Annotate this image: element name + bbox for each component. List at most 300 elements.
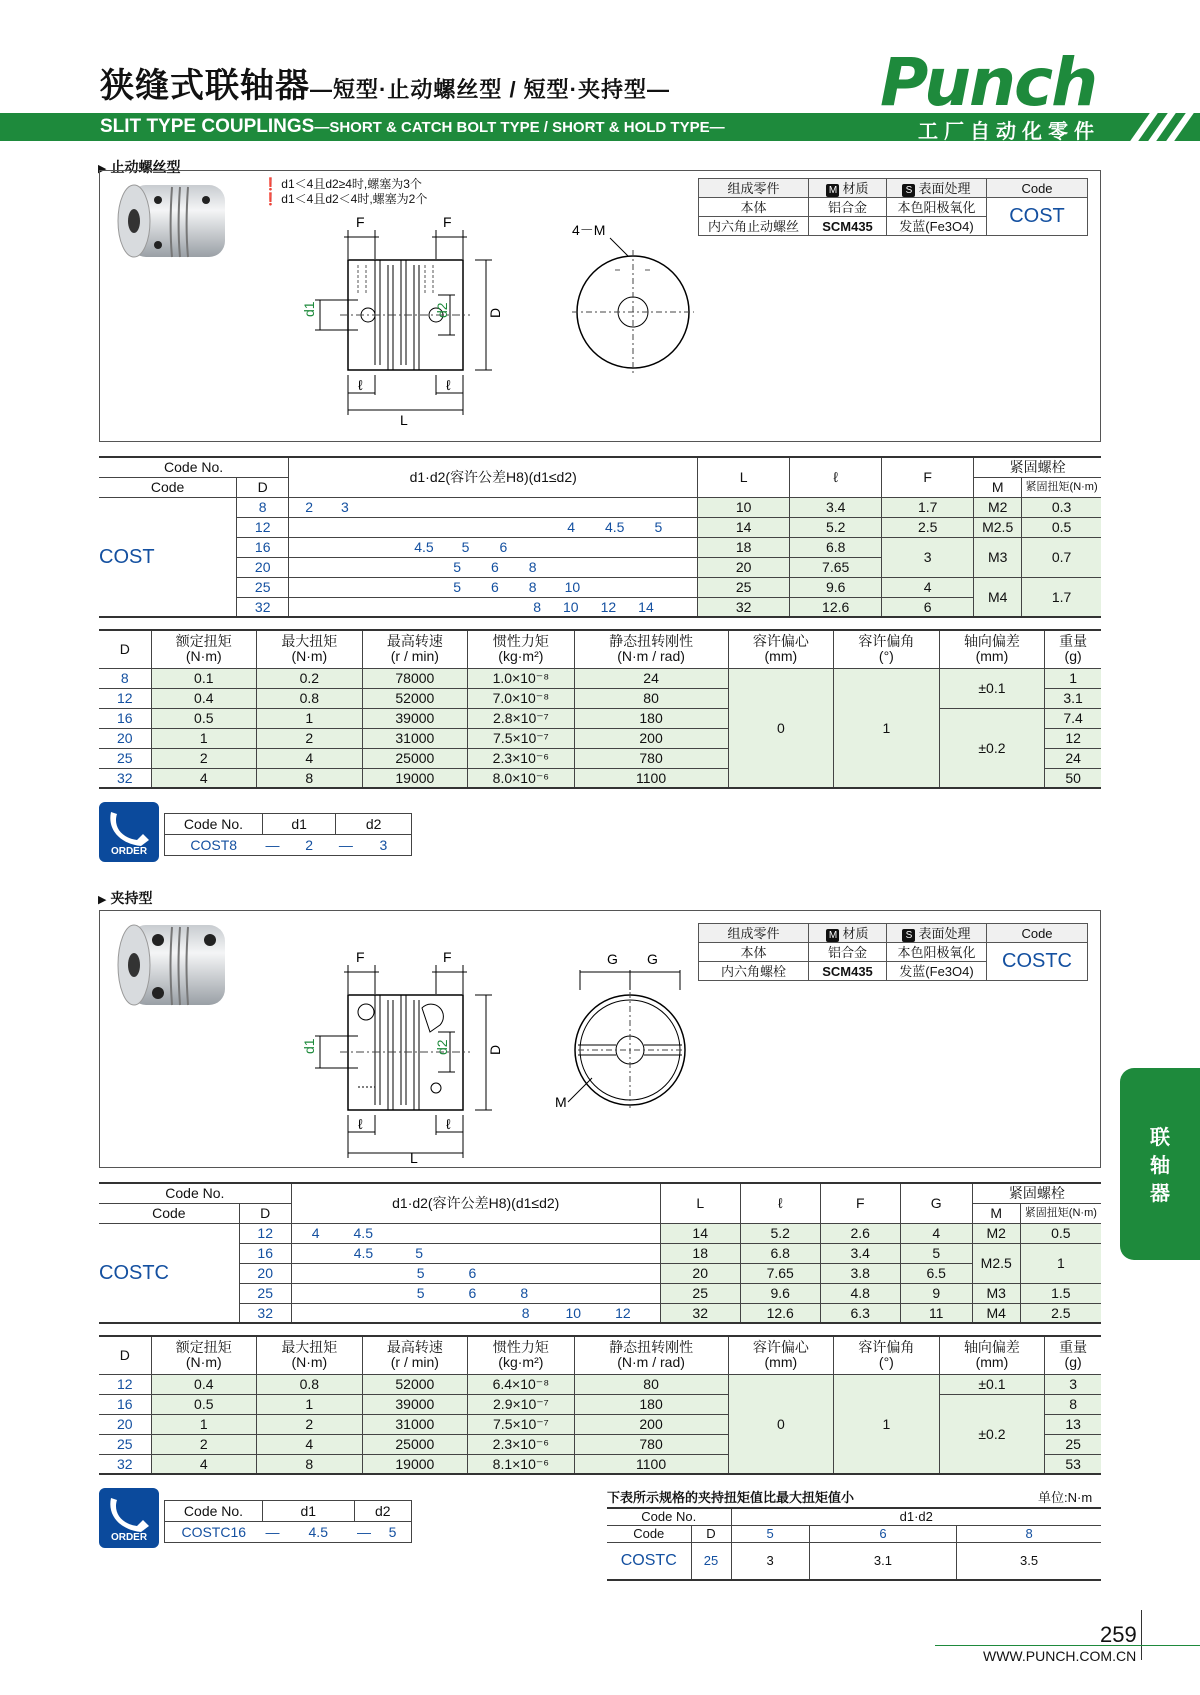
spec-d1d2: 4.5 5 6 [289,537,698,557]
perf-stiffness: 780 [574,748,728,768]
perf-stiffness: 200 [574,728,728,748]
perf-speed: 52000 [362,688,468,708]
section-title-catch-bolt: ▶ 止动螺丝型 [98,157,180,177]
perf-speed: 78000 [362,668,468,688]
label-l1: ℓ [358,1116,363,1132]
side-tab-char: 器 [1150,1183,1170,1205]
order-icon [99,802,159,862]
perf-inertia: 8.1×10⁻⁶ [468,1454,574,1474]
spec-l: 5.2 [740,1223,820,1243]
perf-stiffness: 80 [574,688,728,708]
spec-d1d2: 4 4.5 5 [289,517,698,537]
spec-F: 4 [882,577,974,597]
perf-weight: 13 [1045,1414,1101,1434]
perf-stiffness: 780 [574,1434,728,1454]
perf-rated: 4 [151,1454,257,1474]
label-d: D [487,307,503,318]
spec-header-M: M [974,477,1022,497]
mat-header-material: M 材质 [809,924,887,943]
label-f2: F [443,215,452,230]
spec-M: M4 [972,1303,1020,1323]
perf-header: 最大扭矩 (N·m) [257,630,363,668]
spec-l: 6.8 [740,1243,820,1263]
perf-max: 0.2 [257,668,363,688]
label-m: M [555,1094,567,1110]
hold-header-code: Code [607,1525,691,1542]
label-d1: d1 [301,301,317,317]
perf-max: 8 [257,1454,363,1474]
order-sep: — [354,1522,374,1543]
label-l2: ℓ [446,377,451,393]
perf-stiffness: 200 [574,1414,728,1434]
material-badge-icon: M [826,929,839,942]
perf-d: 8 [99,668,151,688]
section-title-hold: ▶ 夹持型 [98,888,152,908]
order-header: d2 [354,1501,411,1522]
spec-header-D: D [239,1203,291,1223]
mat-part: 内六角螺栓 [699,962,809,981]
perf-d: 12 [99,688,151,708]
mat-material: 铝合金 [809,943,887,962]
perf-header: 重量 (g) [1045,630,1101,668]
spec-header-F: F [882,457,974,497]
label-f1: F [356,950,365,965]
brand-logo: Punch [880,44,1097,121]
spec-M: M2.5 [972,1243,1020,1283]
hold-col: 8 [957,1525,1101,1542]
note-1: d1＜4且d2≥4时,螺塞为3个 [281,177,422,191]
perf-d: 20 [99,728,151,748]
perf-rated: 0.5 [151,1394,257,1414]
spec-F: 4.8 [820,1283,900,1303]
perf-header: 静态扭转刚性 (N·m / rad) [574,1336,728,1374]
mat-surface: 本色阳极氧化 [887,198,987,217]
label-L: L [400,412,408,425]
order-code: COSTC16 [165,1522,263,1543]
perf-weight: 1 [1045,668,1101,688]
spec-l: 3.4 [790,497,882,517]
spec-d: 16 [239,1243,291,1263]
spec-d1d2: 8 10 12 [291,1303,660,1323]
hold-val: 3.1 [809,1542,957,1580]
order-code: COST8 [165,835,263,856]
order-example-costc [164,1500,412,1543]
spec-d1d2: 5 6 [291,1263,660,1283]
order-d2: 3 [356,835,412,856]
spec-header-l: ℓ [790,457,882,497]
spec-d: 20 [239,1263,291,1283]
end-view-drawing-hold [550,950,700,1115]
spec-header-L: L [698,457,790,497]
spec-d: 16 [237,537,289,557]
perf-d: 32 [116,769,133,786]
perf-inertia: 6.4×10⁻⁸ [468,1374,574,1394]
spec-L: 10 [698,497,790,517]
spec-L: 20 [660,1263,740,1283]
mat-surface: 发蓝(Fe3O4) [887,217,987,236]
mat-material: SCM435 [809,217,887,236]
materials-table-costc [698,923,1088,981]
spec-L: 14 [698,517,790,537]
perf-rated: 4 [151,768,257,788]
perf-header: D [99,1336,151,1374]
spec-F: 2.5 [882,517,974,537]
perf-speed: 19000 [362,1454,468,1474]
perf-rated: 0.1 [151,668,257,688]
spec-d: 12 [239,1223,291,1243]
spec-G: 4 [900,1223,972,1243]
perf-ecc: 0 [728,668,834,788]
perf-rated: 1 [151,728,257,748]
side-tab-char: 轴 [1150,1155,1170,1177]
spec-d1d2: 8 10 12 14 [289,597,698,617]
perf-header: 轴向偏差 (mm) [939,1336,1045,1374]
mat-header-surface: S 表面处理 [887,924,987,943]
perf-stiffness: 180 [574,1394,728,1414]
spec-l: 9.6 [740,1283,820,1303]
order-icon [99,1488,159,1548]
perf-speed: 31000 [362,728,468,748]
perf-header: 容许偏角 (°) [834,1336,940,1374]
spec-header-code: Code [99,1203,239,1223]
perf-header: 容许偏心 (mm) [728,1336,834,1374]
spec-d: 25 [239,1283,291,1303]
spec-F: 3.4 [820,1243,900,1263]
spec-M: M3 [974,537,1022,577]
hold-col: 6 [809,1525,957,1542]
perf-weight: 3.1 [1045,688,1101,708]
spec-d: 20 [237,557,289,577]
order-header: d2 [336,814,412,835]
perf-axial: ±0.2 [939,1394,1045,1474]
mat-code: COST [987,198,1088,236]
spec-d: 32 [239,1303,291,1323]
perf-max: 2 [257,728,363,748]
spec-header-code: Code [99,477,237,497]
spec-M: M4 [974,577,1022,617]
spec-T: 0.7 [1022,537,1101,577]
notes: ❗ d1＜4且d2≥4时,螺塞为3个 ❗ d1＜4且d2＜4时,螺塞为2个 [263,177,428,206]
performance-table-costc [99,1335,1101,1475]
brand-tagline: 工厂自动化零件 [918,121,1100,143]
perf-inertia: 7.0×10⁻⁸ [468,688,574,708]
spec-header-torque: 紧固扭矩(N·m) [1022,477,1101,497]
perf-speed: 31000 [362,1414,468,1434]
spec-T: 2.5 [1020,1303,1101,1323]
spec-G: 6.5 [900,1263,972,1283]
order-header: Code No. [165,1501,263,1522]
page-number: 259 [1100,1622,1137,1647]
spec-header-L: L [660,1183,740,1223]
perf-stiffness: 180 [574,708,728,728]
spec-L: 20 [698,557,790,577]
perf-header: 最大扭矩 (N·m) [257,1336,363,1374]
order-header: d1 [263,814,336,835]
spec-F: 6.3 [820,1303,900,1323]
hold-header-d1d2: d1·d2 [731,1508,1101,1525]
spec-T: 1.7 [1022,577,1101,617]
label-f1: F [356,215,365,230]
spec-d1d2: 5 6 8 [291,1283,660,1303]
spec-G: 11 [900,1303,972,1323]
spec-d1d2: 5 6 8 10 [289,577,698,597]
spec-header-bolt: 紧固螺栓 [972,1183,1101,1203]
spec-d: 32 [237,597,289,617]
hold-code: COSTC [620,1551,677,1569]
label-4m: 4－M [572,222,606,238]
mat-surface: 本色阳极氧化 [887,943,987,962]
spec-M: M3 [972,1283,1020,1303]
mat-part: 本体 [699,198,809,217]
perf-weight: 8 [1045,1394,1101,1414]
spec-G: 5 [900,1243,972,1263]
perf-header: D [99,630,151,668]
order-sep: — [263,835,283,856]
label-l2: ℓ [446,1116,451,1132]
side-view-drawing-hold [300,950,520,1165]
perf-d: 25 [99,748,151,768]
spec-header-bolt: 紧固螺栓 [974,457,1101,477]
hold-d: 25 [691,1542,731,1580]
surface-badge-icon: S [902,929,915,942]
order-d1: 2 [283,835,336,856]
perf-header: 惯性力矩 (kg·m²) [468,1336,574,1374]
spec-header-d1d2: d1·d2(容许公差H8)(d1≤d2) [291,1183,660,1223]
spec-l: 5.2 [790,517,882,537]
product-photo-cost [110,175,230,265]
side-view-drawing [300,215,520,425]
perf-weight: 7.4 [1045,708,1101,728]
spec-d1d2: 4 4.5 [291,1223,660,1243]
label-d2: d2 [434,302,450,318]
mat-header-material: M 材质 [809,179,887,198]
hold-header-codeno: Code No. [607,1508,731,1525]
spec-l: 6.8 [790,537,882,557]
spec-header-M: M [972,1203,1020,1223]
spec-d: 12 [237,517,289,537]
perf-inertia: 2.3×10⁻⁶ [468,748,574,768]
spec-F: 1.7 [882,497,974,517]
hold-val: 3 [731,1542,809,1580]
category-side-tab[interactable] [1120,1068,1200,1260]
perf-stiffness: 1100 [574,768,728,788]
perf-rated: 2 [151,748,257,768]
material-badge-icon: M [826,184,839,197]
spec-L: 32 [698,597,790,617]
page-title-en: SLIT TYPE COUPLINGS—SHORT & CATCH BOLT TYPE / SHORT & HOLD TYPE— [100,116,725,137]
product-photo-costc [110,915,230,1015]
spec-T: 0.3 [1022,497,1101,517]
hold-header-d: D [691,1525,731,1542]
spec-l: 9.6 [790,577,882,597]
perf-rated: 1 [151,1414,257,1434]
spec-header-G: G [900,1183,972,1223]
perf-header: 重量 (g) [1045,1336,1101,1374]
page-title-en-sub: —SHORT & CATCH BOLT TYPE / SHORT & HOLD TYPE— [314,119,725,136]
footer-url[interactable]: WWW.PUNCH.COM.CN [983,1648,1137,1664]
spec-header-codeno: Code No. [99,1183,291,1203]
hold-torque-table [607,1507,1101,1581]
spec-l: 12.6 [740,1303,820,1323]
perf-header: 容许偏角 (°) [834,630,940,668]
perf-weight: 50 [1045,768,1101,788]
perf-header: 额定扭矩 (N·m) [151,630,257,668]
mat-header-part: 组成零件 [699,179,809,198]
perf-weight: 25 [1045,1434,1101,1454]
order-example-cost [164,813,412,856]
spec-T: 0.5 [1020,1223,1101,1243]
perf-inertia: 2.8×10⁻⁷ [468,708,574,728]
perf-speed: 39000 [362,1394,468,1414]
mat-part: 本体 [699,943,809,962]
mat-header-surface: S 表面处理 [887,179,987,198]
perf-axial: ±0.1 [939,668,1045,708]
spec-l: 12.6 [790,597,882,617]
spec-T: 1.5 [1020,1283,1101,1303]
spec-d1d2: 4.5 5 [291,1243,660,1263]
perf-inertia: 7.5×10⁻⁷ [468,728,574,748]
order-header: d1 [263,1501,355,1522]
spec-L: 14 [660,1223,740,1243]
side-tab-char: 联 [1150,1127,1170,1149]
perf-rated: 0.5 [151,708,257,728]
spec-code: COST [99,545,155,568]
perf-inertia: 1.0×10⁻⁸ [468,668,574,688]
mat-header-code: Code [987,924,1088,943]
perf-d: 16 [99,1394,151,1414]
spec-F: 6 [882,597,974,617]
perf-weight: 3 [1045,1374,1101,1394]
spec-header-codeno: Code No. [99,457,289,477]
page-title-sub: —短型·止动螺丝型 / 短型·夹持型— [310,77,670,102]
spec-F: 2.6 [820,1223,900,1243]
perf-rated: 0.4 [151,1374,257,1394]
perf-d: 20 [99,1414,151,1434]
label-g2: G [647,951,658,967]
mat-part: 内六角止动螺丝 [699,217,809,236]
perf-ecc: 0 [728,1374,834,1474]
order-d1: 4.5 [283,1522,355,1543]
perf-d: 25 [99,1434,151,1454]
perf-d: 32 [116,1455,133,1472]
label-L: L [410,1150,418,1165]
surface-badge-icon: S [902,184,915,197]
perf-header: 最高转速 (r / min) [362,1336,468,1374]
perf-max: 4 [257,1434,363,1454]
mat-header-code: Code [987,179,1088,198]
perf-max: 1 [257,708,363,728]
perf-stiffness: 1100 [574,1454,728,1474]
label-g1: G [607,951,618,967]
perf-d: 16 [99,708,151,728]
mat-surface: 发蓝(Fe3O4) [887,962,987,981]
spec-d1d2: 2 3 [289,497,698,517]
spec-G: 9 [900,1283,972,1303]
perf-speed: 25000 [362,748,468,768]
spec-code: COSTC [99,1261,169,1284]
perf-weight: 53 [1045,1454,1101,1474]
perf-max: 1 [257,1394,363,1414]
materials-table-cost [698,178,1088,236]
perf-speed: 39000 [362,708,468,728]
label-d2: d2 [434,1039,450,1055]
perf-axial: ±0.1 [939,1374,1045,1394]
mat-header-part: 组成零件 [699,924,809,943]
perf-weight: 24 [1045,748,1101,768]
spec-T: 0.5 [1022,517,1101,537]
perf-header: 最高转速 (r / min) [362,630,468,668]
footer-divider [1141,1610,1142,1660]
mat-material: 铝合金 [809,198,887,217]
perf-inertia: 7.5×10⁻⁷ [468,1414,574,1434]
end-view-drawing [570,220,700,380]
perf-max: 2 [257,1414,363,1434]
spec-d: 8 [237,497,289,517]
spec-table-costc [99,1182,1101,1324]
performance-table-cost [99,629,1101,789]
hold-torque-unit: 单位:N·m [1038,1490,1093,1505]
label-f2: F [443,950,452,965]
perf-speed: 52000 [362,1374,468,1394]
spec-F: 3 [882,537,974,577]
perf-max: 0.8 [257,688,363,708]
spec-M: M2.5 [974,517,1022,537]
note-2: d1＜4且d2＜4时,螺塞为2个 [281,192,428,206]
perf-d: 12 [99,1374,151,1394]
hold-col: 5 [731,1525,809,1542]
mat-code: COSTC [987,943,1088,981]
perf-weight: 12 [1045,728,1101,748]
mat-material: SCM435 [809,962,887,981]
spec-table-cost [99,456,1101,618]
spec-header-d1d2: d1·d2(容许公差H8)(d1≤d2) [289,457,698,497]
label-l1: ℓ [358,377,363,393]
spec-d1d2: 5 6 8 [289,557,698,577]
order-icon-label: ORDER [110,846,148,857]
perf-max: 4 [257,748,363,768]
order-sep: — [263,1522,283,1543]
spec-L: 25 [698,577,790,597]
perf-angle: 1 [834,668,940,788]
perf-max: 8 [257,768,363,788]
perf-header: 轴向偏差 (mm) [939,630,1045,668]
order-icon-label: ORDER [110,1532,148,1543]
perf-inertia: 2.9×10⁻⁷ [468,1394,574,1414]
label-d: D [487,1044,503,1055]
perf-rated: 0.4 [151,688,257,708]
spec-L: 32 [660,1303,740,1323]
perf-speed: 19000 [362,768,468,788]
perf-header: 额定扭矩 (N·m) [151,1336,257,1374]
spec-T: 1 [1020,1243,1101,1283]
spec-L: 18 [660,1243,740,1263]
perf-header: 惯性力矩 (kg·m²) [468,630,574,668]
order-header: Code No. [165,814,263,835]
perf-stiffness: 24 [574,668,728,688]
perf-inertia: 2.3×10⁻⁶ [468,1434,574,1454]
page-title: 狭缝式联轴器—短型·止动螺丝型 / 短型·夹持型— [100,67,670,105]
order-sep: — [336,835,356,856]
spec-header-l: ℓ [740,1183,820,1223]
hold-torque-note: 下表所示规格的夹持扭矩值比最大扭矩值小 [607,1490,855,1505]
spec-M: M2 [974,497,1022,517]
perf-inertia: 8.0×10⁻⁶ [468,768,574,788]
order-d2: 5 [374,1522,411,1543]
hold-val: 3.5 [957,1542,1101,1580]
spec-L: 25 [660,1283,740,1303]
spec-M: M2 [972,1223,1020,1243]
spec-F: 3.8 [820,1263,900,1283]
